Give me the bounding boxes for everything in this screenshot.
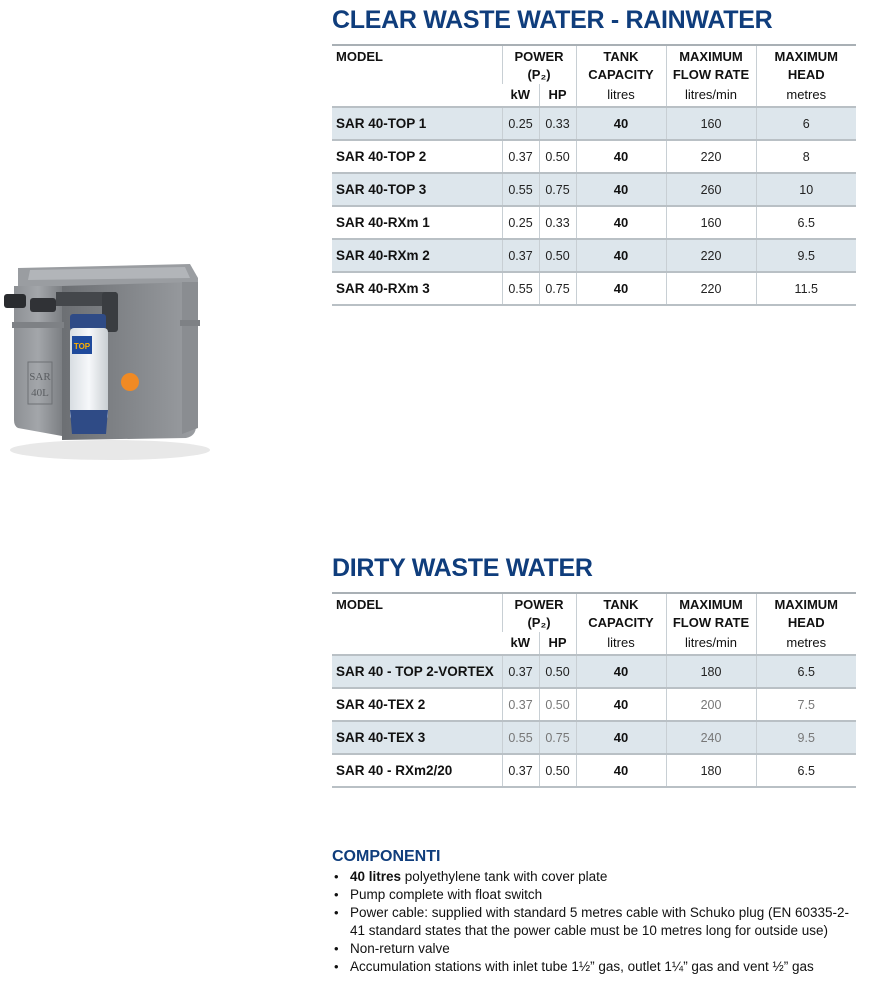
table-row bbox=[332, 272, 856, 305]
pump-top bbox=[70, 314, 106, 330]
item-text: polyethylene tank with cover plate bbox=[401, 869, 608, 884]
cell-head: 6 bbox=[756, 107, 856, 140]
cell-head: 10 bbox=[756, 173, 856, 206]
outlet-pipe bbox=[30, 298, 56, 312]
cell-head: 6.5 bbox=[756, 655, 856, 688]
header-flow-line2: FLOW RATE bbox=[672, 67, 750, 82]
cell-model: SAR 40 - TOP 2-VORTEX bbox=[332, 655, 502, 688]
cell-head: 7.5 bbox=[756, 688, 856, 721]
cell-tank: 40 bbox=[576, 206, 666, 239]
header-power-label: POWER bbox=[514, 597, 564, 612]
cell-tank: 40 bbox=[576, 272, 666, 305]
cell-head: 6.5 bbox=[756, 206, 856, 239]
header-kw: kW bbox=[502, 84, 539, 107]
cell-model: SAR 40 - RXm2/20 bbox=[332, 754, 502, 787]
product-image-sar-40 bbox=[0, 250, 240, 480]
shadow bbox=[10, 440, 210, 460]
table-row bbox=[332, 206, 856, 239]
item-text: Non-return valve bbox=[350, 941, 450, 956]
cell-hp: 0.75 bbox=[539, 721, 576, 754]
list-item bbox=[332, 868, 862, 886]
bullet-icon: • bbox=[334, 905, 339, 920]
cell-tank: 40 bbox=[576, 140, 666, 173]
header-tank bbox=[576, 593, 666, 632]
header-flow-line1: MAXIMUM bbox=[679, 49, 743, 64]
components-list bbox=[332, 868, 862, 976]
header-power-label: POWER bbox=[514, 49, 564, 64]
header-tank-line1: TANK bbox=[603, 49, 639, 64]
header-power-sub: (P₂) bbox=[527, 615, 551, 630]
cell-kw: 0.55 bbox=[502, 173, 539, 206]
header-flow-line1: MAXIMUM bbox=[679, 597, 743, 612]
cell-hp: 0.75 bbox=[539, 173, 576, 206]
components-title: COMPONENTI bbox=[332, 848, 441, 865]
clear-waste-water-table bbox=[332, 44, 856, 306]
header-hp: HP bbox=[539, 84, 576, 107]
cell-kw: 0.25 bbox=[502, 107, 539, 140]
cell-flow: 220 bbox=[666, 140, 756, 173]
table-row bbox=[332, 107, 856, 140]
header-power-sub: (P₂) bbox=[527, 67, 551, 82]
cell-tank: 40 bbox=[576, 754, 666, 787]
cell-flow: 240 bbox=[666, 721, 756, 754]
bullet-icon: • bbox=[334, 941, 339, 956]
header-tank-line1: TANK bbox=[603, 597, 639, 612]
cell-kw: 0.37 bbox=[502, 655, 539, 688]
header-tank-unit: litres bbox=[576, 84, 666, 107]
tank-label-line2: 40L bbox=[31, 387, 49, 399]
item-text: Pump complete with float switch bbox=[350, 887, 543, 902]
bullet-icon: • bbox=[334, 959, 339, 974]
cell-model: SAR 40-TOP 2 bbox=[332, 140, 502, 173]
header-power bbox=[502, 45, 576, 84]
cell-model: SAR 40-RXm 2 bbox=[332, 239, 502, 272]
cell-flow: 260 bbox=[666, 173, 756, 206]
pump-logo: TOP bbox=[73, 342, 91, 351]
header-tank-line2: CAPACITY bbox=[588, 67, 654, 82]
header-head-line2: HEAD bbox=[787, 67, 825, 82]
header-head-line1: MAXIMUM bbox=[774, 597, 839, 612]
inlet-pipe bbox=[4, 294, 26, 308]
cell-model: SAR 40-TEX 2 bbox=[332, 688, 502, 721]
list-item bbox=[332, 940, 862, 958]
list-item bbox=[332, 904, 862, 940]
cell-kw: 0.37 bbox=[502, 688, 539, 721]
header-flow bbox=[666, 45, 756, 84]
cell-model: SAR 40-RXm 3 bbox=[332, 272, 502, 305]
cell-hp: 0.33 bbox=[539, 107, 576, 140]
dirty-waste-water-table bbox=[332, 592, 856, 788]
header-flow bbox=[666, 593, 756, 632]
list-item bbox=[332, 886, 862, 904]
header-tank-line2: CAPACITY bbox=[588, 615, 654, 630]
cell-kw: 0.55 bbox=[502, 272, 539, 305]
table-row bbox=[332, 655, 856, 688]
header-head-unit: metres bbox=[756, 632, 856, 655]
header-flow-line2: FLOW RATE bbox=[672, 615, 750, 630]
table-row bbox=[332, 754, 856, 787]
components-section bbox=[332, 848, 862, 976]
header-flow-unit: litres/min bbox=[666, 84, 756, 107]
cell-kw: 0.37 bbox=[502, 239, 539, 272]
section-title-clear-waste-water: CLEAR WASTE WATER - RAINWATER bbox=[332, 6, 773, 34]
header-model: MODEL bbox=[332, 593, 502, 655]
header-kw: kW bbox=[502, 632, 539, 655]
cell-hp: 0.50 bbox=[539, 688, 576, 721]
tank-rib-right bbox=[180, 320, 200, 326]
item-text: Power cable: supplied with standard 5 metres cable with Schuko plug (EN 60335-2-41 standard states that the power cable must be 10 metres long for outside use) bbox=[350, 905, 850, 938]
header-head-line1: MAXIMUM bbox=[774, 49, 839, 64]
cell-kw: 0.37 bbox=[502, 754, 539, 787]
section-title-dirty-waste-water: DIRTY WASTE WATER bbox=[332, 554, 593, 582]
cell-head: 8 bbox=[756, 140, 856, 173]
cell-head: 11.5 bbox=[756, 272, 856, 305]
cell-hp: 0.50 bbox=[539, 140, 576, 173]
cell-hp: 0.50 bbox=[539, 239, 576, 272]
cell-kw: 0.25 bbox=[502, 206, 539, 239]
header-head bbox=[756, 593, 856, 632]
header-head bbox=[756, 45, 856, 84]
cell-kw: 0.37 bbox=[502, 140, 539, 173]
cell-head: 9.5 bbox=[756, 239, 856, 272]
cell-flow: 220 bbox=[666, 239, 756, 272]
cell-head: 6.5 bbox=[756, 754, 856, 787]
cell-hp: 0.50 bbox=[539, 754, 576, 787]
header-tank-unit: litres bbox=[576, 632, 666, 655]
table-row bbox=[332, 239, 856, 272]
cell-hp: 0.75 bbox=[539, 272, 576, 305]
cell-tank: 40 bbox=[576, 688, 666, 721]
header-flow-unit: litres/min bbox=[666, 632, 756, 655]
cell-model: SAR 40-TOP 3 bbox=[332, 173, 502, 206]
cell-tank: 40 bbox=[576, 721, 666, 754]
tank-rib bbox=[12, 322, 64, 328]
item-text: Accumulation stations with inlet tube 1½” gas, outlet 1¼” gas and vent ½” gas bbox=[350, 959, 814, 974]
table-row bbox=[332, 173, 856, 206]
cell-flow: 180 bbox=[666, 754, 756, 787]
cell-flow: 160 bbox=[666, 107, 756, 140]
cell-tank: 40 bbox=[576, 655, 666, 688]
cell-hp: 0.33 bbox=[539, 206, 576, 239]
cell-model: SAR 40-RXm 1 bbox=[332, 206, 502, 239]
header-model: MODEL bbox=[332, 45, 502, 107]
header-tank bbox=[576, 45, 666, 84]
cell-flow: 220 bbox=[666, 272, 756, 305]
table-row bbox=[332, 721, 856, 754]
bullet-icon: • bbox=[334, 887, 339, 902]
cell-model: SAR 40-TEX 3 bbox=[332, 721, 502, 754]
cell-flow: 200 bbox=[666, 688, 756, 721]
tank-right-wall bbox=[182, 282, 198, 434]
table-row bbox=[332, 688, 856, 721]
header-hp: HP bbox=[539, 632, 576, 655]
cell-flow: 180 bbox=[666, 655, 756, 688]
cell-hp: 0.50 bbox=[539, 655, 576, 688]
cell-flow: 160 bbox=[666, 206, 756, 239]
cell-head: 9.5 bbox=[756, 721, 856, 754]
item-bold: 40 litres bbox=[350, 869, 402, 884]
cell-tank: 40 bbox=[576, 173, 666, 206]
cell-tank: 40 bbox=[576, 239, 666, 272]
header-head-line2: HEAD bbox=[787, 615, 825, 630]
float-switch bbox=[121, 373, 139, 391]
tank-label-line1: SAR bbox=[29, 371, 51, 383]
header-head-unit: metres bbox=[756, 84, 856, 107]
cell-kw: 0.55 bbox=[502, 721, 539, 754]
pump-base bbox=[70, 410, 108, 434]
bullet-icon: • bbox=[334, 869, 339, 884]
table-row bbox=[332, 140, 856, 173]
sump-tank-illustration bbox=[0, 250, 240, 480]
list-item bbox=[332, 958, 862, 976]
cell-tank: 40 bbox=[576, 107, 666, 140]
cell-model: SAR 40-TOP 1 bbox=[332, 107, 502, 140]
header-power bbox=[502, 593, 576, 632]
